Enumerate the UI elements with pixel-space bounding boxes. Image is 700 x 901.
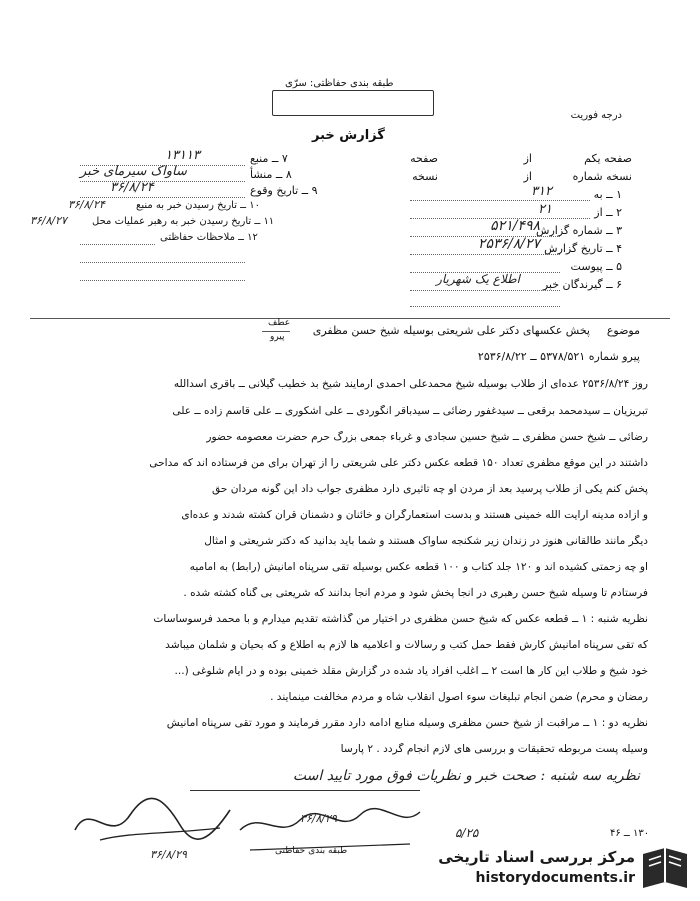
body-line: و آزاده مدینه آرایت الله خمینی هستند و بدست استعمارگران و خائنان و دشمنان قرآن کشته شدند و عده‌ای	[181, 509, 648, 521]
field-page-extra: صفحه	[410, 152, 438, 165]
body-line: رمضان و محرم) ضمن انجام تبلیغات سوء اصول انقلاب شاه و مردم مخالفت مینمایند .	[270, 691, 648, 703]
watermark-title: مرکز بررسی اسناد تاریخی	[438, 848, 635, 866]
field-attachment-label: ۵ ــ پیوست	[570, 260, 622, 273]
body-line: که تقی سرپناه امانیش کارش فقط حمل کتب و رسالات و اعلامیه ها لازم به اطلاع و که بحیان و شلمان میباشد	[165, 639, 648, 651]
signature-date-1: ۵/۲۵	[455, 826, 479, 840]
watermark-url: historydocuments.ir	[475, 870, 635, 886]
subject-side-ref2: پیرو	[270, 332, 285, 342]
field-received-date-value: ۳۶/۸/۲۴	[68, 198, 105, 211]
field-page-of: از	[523, 152, 532, 165]
field-occurrence-date-value: ۳۶/۸/۲۴	[110, 180, 154, 195]
body-line: او چه زحمتی کشیده اند و ۱۲۰ جلد کتاب و ۱۰۰ قطعه عکس بوسیله تقی سرپناه امانیش (رابط) به امامیه	[189, 561, 648, 573]
field-recipients-value: اطلاع یک شهریار	[436, 272, 520, 286]
field-from-label: ۲ ــ از	[594, 206, 622, 219]
signature-left	[70, 790, 240, 850]
field-ops-date-value: ۳۶/۸/۲۷	[30, 214, 67, 227]
field-recipients-label: ۶ ــ گیرندگان خبر	[542, 278, 622, 291]
field-report-date-value: ۲۵۳۶/۸/۲۷	[477, 236, 540, 252]
field-source-value: ۱۳۱۱۳	[165, 148, 200, 163]
body-line: روز ۲۵۳۶/۸/۲۴ عده‌ای از طلاب بوسیله شیخ محمدعلی احمدی آرمایند شیخ بد خطیب گیلانی ــ باقری اسدالله	[173, 378, 648, 390]
field-copy-extra: نسخه	[412, 170, 438, 183]
field-ops-date-label: ۱۱ ــ تاریخ رسیدن خبر به رهبر عملیات محل	[92, 216, 275, 227]
reference-line: پیرو شماره ۵۳۷۸/۵۲۱ ــ ۲۵۳۶/۸/۲۲	[477, 350, 640, 363]
field-to-value: ۳۱۲	[531, 184, 552, 199]
body-line: نظریه شنبه : ۱ ــ قطعه عکس که شیخ حسن مظفری در اختیار من گذاشته تقدیم میدارم و با محمد فرسوساسات	[153, 613, 648, 625]
body-line: وسیله پست مربوطه تحقیقات و بررسی های لازم انجام گردد . ۲ پارسا	[340, 743, 648, 755]
footer-code: ۱۳۰ ــ ۴۶	[610, 828, 650, 839]
report-title: گزارش خبر	[312, 128, 385, 143]
signature-date-3: ۳۶/۸/۲۹	[300, 812, 337, 825]
classification-stamp	[272, 90, 434, 116]
evaluation-handwritten: نظریه سه شنبه : صحت خبر و نظریات فوق مورد تایید است	[292, 768, 640, 784]
header-divider	[30, 318, 670, 319]
field-copy-of: از	[523, 170, 532, 183]
body-line: دیگر مانند طالقانی هنوز در زندان زیر شکنجه ساواک هستند و شما باید بدانید که دکتر شریعتی و امثال	[204, 535, 648, 547]
priority-label: درجه فوریت	[570, 110, 622, 121]
field-report-number-value: ۵۲۱/۴۹۸	[490, 218, 540, 234]
field-copy-label: نسخه شماره	[572, 170, 632, 183]
body-line: فرستادم تا وسیله شیخ حسن رهبری در آنجا پخش شود و مردم آنجا بدانند که شریعتی بی گناه کشته شده .	[183, 587, 648, 599]
footer-classification: طبقه بندی حفاظتی	[275, 846, 348, 856]
field-security-notes-label: ۱۲ ــ ملاحظات حفاظتی	[160, 232, 258, 243]
body-line: داشتند در این موقع مظفری تعداد ۱۵۰ قطعه عکس دکتر علی شریعتی را از تهران برای من فرستاده اند که مداحی	[149, 457, 648, 469]
field-occurrence-date-label: ۹ ــ تاریخ وقوع	[250, 184, 318, 197]
field-origin-value: ساواک سیرمای خبر	[80, 164, 187, 179]
field-received-date-label: ۱۰ ــ تاریخ رسیدن خبر به منبع	[136, 200, 260, 211]
signature-date-2: ۳۶/۸/۲۹	[150, 848, 187, 861]
field-from-value: ۲۱	[538, 202, 552, 217]
subject-label: موضوع	[606, 324, 640, 337]
field-report-number-label: ۳ ــ شماره گزارش	[536, 224, 622, 237]
subject-side-ref1: عطف	[268, 318, 291, 328]
body-line: نظریه دو : ۱ ــ مراقبت از شیخ حسن مظفری وسیله منابع ادامه دارد مقرر فرمایند و مورد تقی سرپناه امانیش	[166, 717, 648, 729]
field-to-label: ۱ ــ به	[593, 188, 622, 201]
field-report-date-label: ۴ ــ تاریخ گزارش	[544, 242, 622, 255]
field-origin-label: ۸ ــ منشأ	[250, 168, 292, 181]
body-line: خود شیخ و طلاب این کار ها است ۲ ــ اغلب افراد یاد شده در گزارش مقلد خمینی بوده و در ایام شلوغی (...	[174, 665, 648, 677]
book-logo-icon	[639, 844, 691, 894]
subject-text: پخش عکسهای دکتر علی شریعتی بوسیله شیخ حسن مظفری	[312, 324, 590, 337]
field-source-label: ۷ ــ منبع	[250, 152, 288, 165]
body-line: تبریزیان ــ سیدمحمد برقعی ــ سیدغفور رضائی ــ سیدباقر انگوردی ــ علی اشکوری ــ علی قاسم زاده ــ علی	[172, 405, 648, 417]
body-line: پخش کنم یکی از طلاب پرسید بعد از مردن او چه تاثیری دارد مظفری جواب داد این گونه مردان حق	[212, 483, 648, 495]
body-line: رضائی ــ شیخ حسن مظفری ــ شیخ حسین سجادی و غرباء جمعی بزرگ حرم حضرت معصومه حضور	[206, 431, 648, 443]
field-page-label: صفحه یکم	[584, 152, 632, 165]
classification-stamp-text: طبقه بندی حفاظتی: سرّی	[285, 78, 394, 89]
